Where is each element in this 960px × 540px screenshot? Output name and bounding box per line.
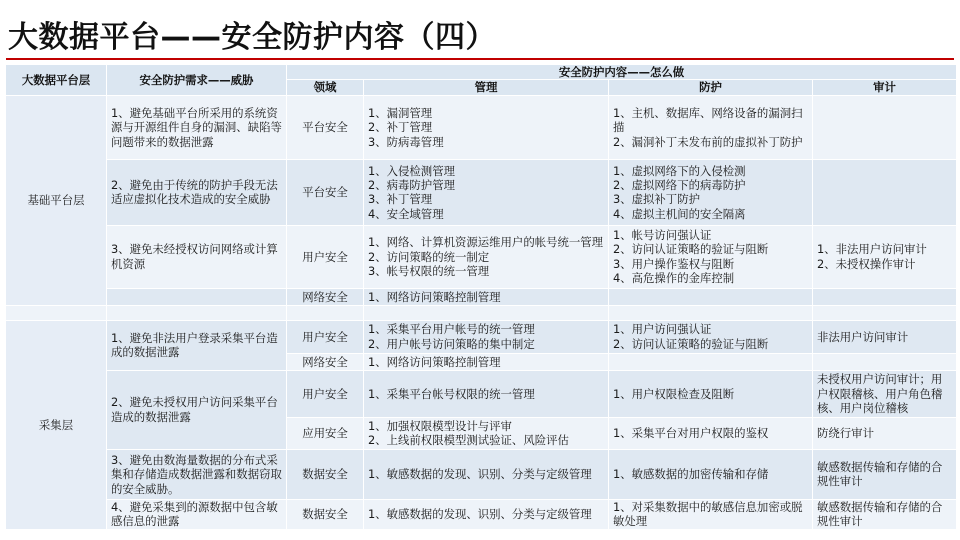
cell-line: 2、补丁管理 [368, 120, 433, 135]
protect-cell [609, 499, 813, 529]
audit-cell [813, 353, 957, 370]
domain-cell: 平台安全 [287, 95, 364, 159]
security-table [5, 64, 957, 530]
cell-line: 4、安全域管理 [368, 206, 444, 221]
table-row [6, 288, 957, 305]
protect-cell [609, 288, 813, 305]
header-content: 安全防护内容——怎么做 [287, 65, 957, 80]
cell-line: 2、虚拟网络下的病毒防护 [613, 177, 746, 192]
cell-line: 3、补丁管理 [368, 192, 433, 207]
cell-line: 1、采集平台帐号权限的统一管理 [368, 386, 535, 401]
cell-line: 1、非法用户访问审计 [817, 242, 927, 257]
cell-line: 2、病毒防护管理 [368, 177, 455, 192]
header-domain: 领域 [287, 80, 364, 95]
cell-line: 4、高危操作的金库控制 [613, 271, 735, 286]
manage-cell [364, 499, 609, 529]
cell-line: 1、对采集数据中的敏感信息加密或脱敏处理 [613, 499, 803, 529]
manage-cell [364, 417, 609, 449]
cell-line: 1、用户访问强认证 [613, 322, 712, 337]
table-row [6, 499, 957, 529]
cell-line: 1、采集平台用户帐号的统一管理 [368, 322, 535, 337]
cell-line: 4、虚拟主机间的安全隔离 [613, 206, 746, 221]
cell-line: 1、用户权限检查及阻断 [613, 386, 735, 401]
cell-line: 1、虚拟网络下的入侵检测 [613, 163, 746, 178]
table-row [6, 320, 957, 353]
cell-line: 2、访问策略的统一制定 [368, 249, 490, 264]
layer-cell-collect: 采集层 [6, 320, 107, 529]
cell-line: 1、敏感数据的发现、识别、分类与定级管理 [368, 507, 592, 522]
protect-cell [609, 353, 813, 370]
protect-cell [609, 320, 813, 353]
manage-cell [364, 320, 609, 353]
domain-cell: 用户安全 [287, 225, 364, 288]
cell-line: 1、采集平台对用户权限的鉴权 [613, 426, 769, 441]
cell-line: 敏感数据传输和存储的合规性审计 [817, 459, 943, 489]
manage-cell [364, 159, 609, 225]
audit-cell [813, 370, 957, 417]
domain-cell: 网络安全 [287, 288, 364, 305]
protect-cell [609, 95, 813, 159]
cell-line: 防绕行审计 [817, 426, 874, 441]
threat-cell: 2、避免未授权用户访问采集平台造成的数据泄露 [107, 370, 287, 449]
cell-line: 1、网络访问策略控制管理 [368, 289, 501, 304]
manage-cell [364, 353, 609, 370]
audit-cell [813, 288, 957, 305]
header-manage: 管理 [364, 80, 609, 95]
threat-cell: 1、避免基础平台所采用的系统资源与开源组件自身的漏洞、缺陷等问题带来的数据泄露 [107, 95, 287, 159]
cell-line: 3、用户操作鉴权与阻断 [613, 256, 735, 271]
cell-line: 2、上线前权限模型测试验证、风险评估 [368, 433, 569, 448]
audit-cell [813, 417, 957, 449]
audit-cell [813, 449, 957, 499]
manage-cell [364, 449, 609, 499]
audit-cell [813, 95, 957, 159]
protect-cell [609, 370, 813, 417]
protect-cell [609, 449, 813, 499]
domain-cell: 网络安全 [287, 353, 364, 370]
table-row [6, 159, 957, 225]
threat-cell: 2、避免由于传统的防护手段无法适应虚拟化技术造成的安全威胁 [107, 159, 287, 225]
protect-cell [609, 417, 813, 449]
cell-line: 3、防病毒管理 [368, 134, 444, 149]
audit-cell [813, 499, 957, 529]
cell-line: 未授权用户访问审计；用户权限稽核、用户角色稽核、用户岗位稽核 [817, 372, 943, 416]
cell-line: 2、未授权操作审计 [817, 256, 916, 271]
protect-cell [609, 159, 813, 225]
table-row [6, 95, 957, 159]
audit-cell [813, 225, 957, 288]
threat-cell: 3、避免由数海量数据的分布式采集和存储造成数据泄露和数据窃取的安全威胁。 [107, 449, 287, 499]
cell-line: 1、帐号访问强认证 [613, 228, 712, 242]
domain-cell: 数据安全 [287, 499, 364, 529]
cell-line: 1、主机、数据库、网络设备的漏洞扫描 [613, 105, 803, 135]
cell-line: 3、帐号权限的统一管理 [368, 264, 490, 279]
cell-line: 3、虚拟补丁防护 [613, 192, 700, 207]
header-threat: 安全防护需求——威胁 [107, 65, 287, 96]
cell-line: 1、入侵检测管理 [368, 163, 455, 178]
threat-cell [107, 288, 287, 305]
threat-cell: 1、避免非法用户登录采集平台造成的数据泄露 [107, 320, 287, 370]
manage-cell [364, 95, 609, 159]
protect-cell [609, 225, 813, 288]
cell-line: 1、敏感数据的加密传输和存储 [613, 467, 769, 482]
page-title: 大数据平台——安全防护内容（四） [8, 20, 496, 55]
table-row [6, 449, 957, 499]
domain-cell: 平台安全 [287, 159, 364, 225]
table-row [6, 305, 957, 320]
layer-cell-base: 基础平台层 [6, 95, 107, 305]
audit-cell [813, 159, 957, 225]
threat-cell: 4、避免采集到的源数据中包含敏感信息的泄露 [107, 499, 287, 529]
cell-line: 1、敏感数据的发现、识别、分类与定级管理 [368, 467, 592, 482]
domain-cell: 用户安全 [287, 370, 364, 417]
domain-cell: 应用安全 [287, 417, 364, 449]
title-underline [6, 58, 954, 60]
header-layer: 大数据平台层 [6, 65, 107, 96]
cell-line: 2、漏洞补丁未发布前的虚拟补丁防护 [613, 134, 803, 149]
domain-cell: 数据安全 [287, 449, 364, 499]
cell-line: 1、网络访问策略控制管理 [368, 354, 501, 369]
table-row [6, 370, 957, 417]
cell-line: 1、网络、计算机资源运维用户的帐号统一管理 [368, 235, 604, 250]
manage-cell [364, 225, 609, 288]
cell-line: 敏感数据传输和存储的合规性审计 [817, 499, 943, 529]
cell-line: 2、访问认证策略的验证与阻断 [613, 242, 769, 257]
cell-line: 1、加强权限模型设计与评审 [368, 418, 512, 433]
cell-line: 非法用户访问审计 [817, 329, 909, 344]
header-audit: 审计 [813, 80, 957, 95]
manage-cell [364, 370, 609, 417]
threat-cell: 3、避免未经授权访问网络或计算机资源 [107, 225, 287, 288]
cell-line: 1、漏洞管理 [368, 105, 433, 120]
audit-cell [813, 320, 957, 353]
table-row [6, 225, 957, 288]
cell-line: 2、用户帐号访问策略的集中制定 [368, 336, 535, 351]
domain-cell: 用户安全 [287, 320, 364, 353]
manage-cell [364, 288, 609, 305]
header-protect: 防护 [609, 80, 813, 95]
cell-line: 2、访问认证策略的验证与阻断 [613, 336, 769, 351]
